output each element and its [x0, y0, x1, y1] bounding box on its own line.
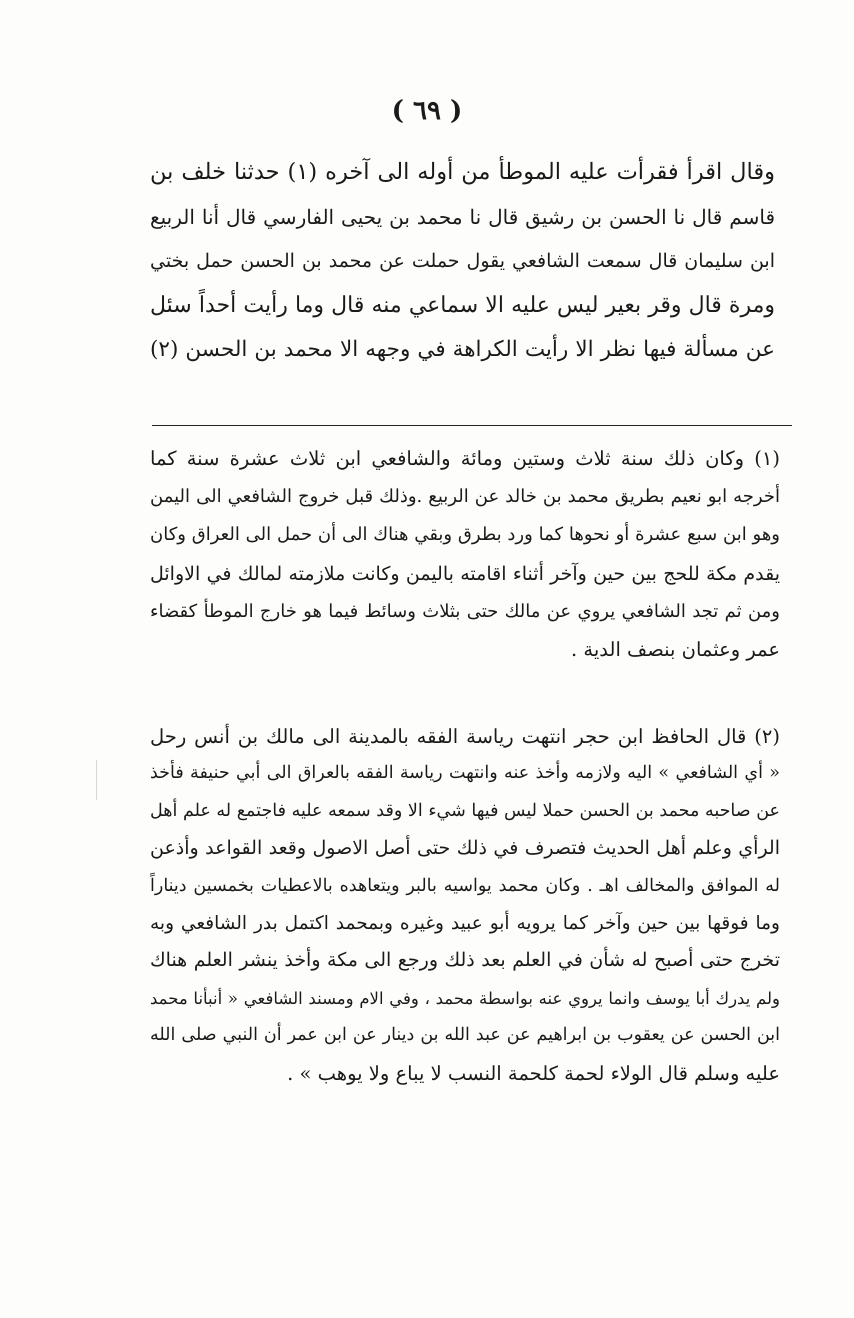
scan-mark	[96, 760, 97, 800]
footnote-line: « أي الشافعي » اليه ولازمه وأخذ عنه وانتهت رياسة الفقه بالعراق الى أبي حنيفة فأخذ	[150, 763, 780, 784]
footnote-line: (١) وكان ذلك سنة ثلاث وستين ومائة والشافعي ابن ثلاث عشرة سنة كما	[150, 447, 780, 470]
footnote-line: ابن الحسن عن يعقوب بن ابراهيم عن عبد الله بن دينار عن ابن عمر أن النبي صلى الله	[150, 1025, 780, 1046]
main-text-line: عن مسألة فيها نظر الا رأيت الكراهة في وجهه الا محمد بن الحسن (٢)	[150, 337, 775, 362]
footnote-line: ومن ثم تجد الشافعي يروي عن مالك حتى بثلاث وسائط فيما هو خارج الموطأ كقضاء	[150, 600, 780, 622]
footnote-line: أخرجه ابو نعيم بطريق محمد بن خالد عن الربيع .وذلك قبل خروج الشافعي الى اليمن	[150, 486, 780, 508]
footnote-line: عمر وعثمان بنصف الدية .	[570, 637, 780, 661]
main-text-block	[150, 150, 775, 373]
main-text-line: قاسم قال نا الحسن بن رشيق قال نا محمد بن يحيى الفارسي قال أنا الربيع	[150, 204, 775, 229]
footnote-line: وما فوقها بين حين وآخر كما يرويه أبو عبيد وغيره وبمحمد اكتمل بدر الشافعي وبه	[150, 912, 780, 934]
footnote-line: عن صاحبه محمد بن الحسن حملا ليس فيها شيء الا وقد سمعه عليه فاجتمع له علم أهل	[150, 800, 780, 821]
footnote-2	[150, 718, 780, 1092]
footnote-line: له الموافق والمخالف اهـ . وكان محمد يواسيه بالبر ويتعاهده بالاعطيات بخمسين ديناراً	[150, 875, 780, 896]
footnote-line: تخرج حتى أصبح له شأن في العلم بعد ذلك ورجع الى مكة وأخذ ينشر العلم هناك	[150, 949, 780, 972]
main-text-line: ابن سليمان قال سمعت الشافعي يقول حملت عن محمد بن الحسن حمل بختي	[150, 250, 775, 272]
footnote-line: يقدم مكة للحج بين حين وآخر أثناء اقامته باليمن وكانت ملازمته لمالك في الاوائل	[150, 562, 780, 585]
footnote-line: الرأي وعلم أهل الحديث فتصرف في ذلك حتى أصل الاصول وقعد القواعد وأذعن	[150, 837, 780, 860]
footnote-line: ولم يدرك أبا يوسف وانما يروي عنه بواسطة محمد ، وفي الام ومسند الشافعي « أنبأنا محمد	[150, 988, 780, 1008]
footnote-line: وهو ابن سبع عشرة أو نحوها كما ورد بطرق وبقي هناك الى أن حمل الى العراق وكان	[150, 524, 780, 546]
footnote-divider	[152, 425, 792, 426]
footnote-1	[150, 440, 780, 669]
footnote-line: عليه وسلم قال الولاء لحمة كلحمة النسب لا يباع ولا يوهب » .	[287, 1061, 780, 1085]
footnote-line: (٢) قال الحافظ ابن حجر انتهت رياسة الفقه بالمدينة الى مالك بن أنس رحل	[150, 725, 780, 748]
main-text-line: وقال اقرأ فقرأت عليه الموطأ من أوله الى آخره (١) حدثنا خلف بن	[150, 159, 775, 185]
main-text-line: ومرة قال وقر بعير ليس عليه الا سماعي منه قال وما رأيت أحداً سئل	[150, 292, 775, 318]
page-number: ( ٦٩ )	[391, 96, 463, 126]
